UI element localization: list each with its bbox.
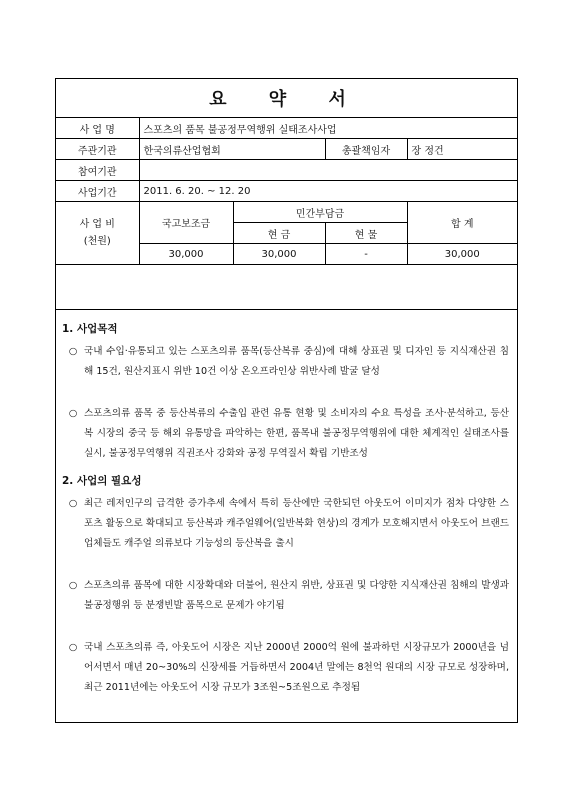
gov-subsidy-value: 30,000	[139, 244, 233, 265]
section-necessity-heading: 2. 사업의 필요성	[62, 475, 142, 487]
inkind-label: 현 물	[325, 223, 407, 244]
info-table	[56, 117, 517, 265]
total-value: 30,000	[407, 244, 517, 265]
cash-value: 30,000	[233, 244, 325, 265]
gov-subsidy-label: 국고보조금	[139, 202, 233, 244]
private-label: 민간부담금	[233, 202, 407, 223]
budget-label	[56, 202, 139, 265]
list-item	[62, 494, 509, 554]
bullet-text: 최근 레저인구의 급격한 증가추세 속에서 특히 등산에만 국한되던 아웃도어 이미지가 점차 다양한 스포츠 활동으로 확대되고 등산복과 캐주얼웨어(일반복화 현상)의 경계가 모호해지면서 아웃도어 브랜드 업체들도 캐주얼 의류보다 기능성의 등산복을 출시	[84, 498, 509, 549]
list-item	[62, 404, 509, 464]
list-item	[62, 638, 509, 698]
period-label: 사업기간	[56, 181, 139, 202]
cash-label: 현 금	[233, 223, 325, 244]
org-label: 주관기관	[56, 139, 139, 160]
period-value: 2011. 6. 20. ~ 12. 20	[139, 181, 517, 202]
summary-document	[55, 78, 518, 723]
budget-label-line1: 사 업 비	[79, 219, 115, 230]
bullet-icon: ○	[68, 580, 78, 591]
bullet-text: 국내 스포츠의류 즉, 아웃도어 시장은 지난 2000년 2000억 원에 불과하던 시장규모가 2000년을 넘어서면서 매년 20~30%의 신장세를 거듭하면서 2004년 말에는 8천억 원대의 시장 규모로 성장하며, 최근 2011년에는 아웃도어 시장 규모가 3조원~5조원으로 추정됨	[84, 642, 509, 693]
business-name-label: 사 업 명	[56, 118, 139, 139]
bullet-icon: ○	[68, 498, 78, 509]
row-business-name	[56, 118, 517, 139]
org-value: 한국의류산업협회	[139, 139, 325, 160]
section-purpose	[62, 321, 509, 486]
bullet-icon: ○	[68, 642, 78, 653]
bullet-text: 스포츠의류 품목에 대한 시장확대와 더불어, 원산지 위반, 상표권 및 다양한 지식재산권 침해의 발생과 불공정행위 등 분쟁빈발 품목으로 문제가 야기됨	[84, 580, 509, 611]
list-item	[62, 576, 509, 616]
participants-label: 참여기관	[56, 160, 139, 181]
section-purpose-heading: 1. 사업목적	[62, 323, 118, 335]
section-necessity	[62, 473, 509, 720]
budget-label-line2: (천원)	[83, 236, 111, 247]
row-budget-header-1	[56, 202, 517, 223]
bullet-icon: ○	[68, 346, 78, 357]
total-label: 합 계	[407, 202, 517, 244]
document-title: 요 약 서	[56, 79, 517, 118]
bullet-text: 국내 수입·유통되고 있는 스포츠의류 품목(등산복류 중심)에 대해 상표권 및 디자인 등 지식재산권 침해 15건, 원산지표시 위반 10건 이상 온오프라인상 위반사례 발굴 달성	[84, 346, 509, 377]
inkind-value: -	[325, 244, 407, 265]
manager-label: 총괄책임자	[325, 139, 407, 160]
participants-value	[139, 160, 517, 181]
bullet-text: 스포츠의류 품목 중 등산복류의 수출입 관련 유통 현황 및 소비자의 수요 특성을 조사·분석하고, 등산복 시장의 중국 등 해외 유통망을 파악하는 한편, 품목내 불공정무역행위에 대한 체계적인 실태조사를 실시, 불공정무역행위 직권조사 강화와 공정 무역질서 확립 기반조성	[84, 408, 509, 459]
list-item	[62, 342, 509, 382]
row-period	[56, 181, 517, 202]
bullet-icon: ○	[68, 408, 78, 419]
business-name-value: 스포츠의 품목 불공정무역행위 실태조사사업	[139, 118, 517, 139]
section-divider	[56, 309, 517, 310]
row-participants	[56, 160, 517, 181]
row-org	[56, 139, 517, 160]
manager-value: 장 정건	[407, 139, 517, 160]
